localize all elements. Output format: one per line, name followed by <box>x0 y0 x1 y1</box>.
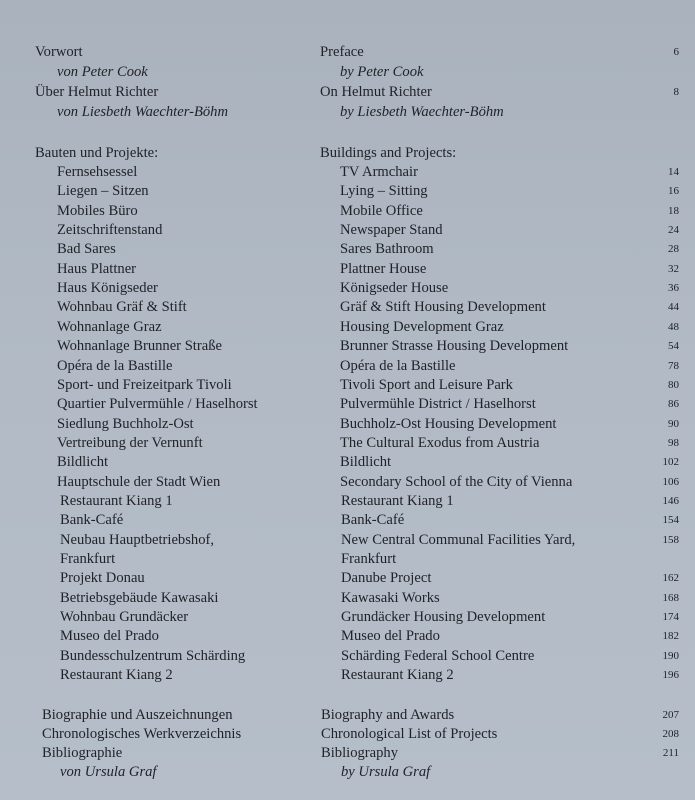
toc-title-de: Bundesschulzentrum Schärding <box>60 647 246 664</box>
toc-title-de: Mobiles Büro <box>57 202 138 219</box>
toc-title-en: Preface <box>320 44 364 60</box>
toc-title-de: Haus Königseder <box>57 280 158 297</box>
toc-row <box>0 491 695 511</box>
toc-row <box>0 181 695 201</box>
toc-title-en: Chronological List of Projects <box>321 726 498 742</box>
toc-row <box>0 568 695 588</box>
toc-title-en: Opéra de la Bastille <box>340 357 456 374</box>
toc-title-en: Mobile Office <box>340 202 423 219</box>
toc-page-number: 6 <box>673 46 679 58</box>
toc-title-de: Bank-Café <box>60 512 124 529</box>
toc-title-en: The Cultural Exodus from Austria <box>340 434 540 451</box>
toc-page-number: 154 <box>662 514 679 527</box>
toc-title-en: by Ursula Graf <box>341 764 431 780</box>
toc-title-en: Housing Development Graz <box>340 318 504 335</box>
toc-page-number: 80 <box>668 378 679 391</box>
toc-title-de: Frankfurt <box>60 551 116 567</box>
toc-title-de: Neubau Hauptbetriebshof, <box>60 531 214 548</box>
toc-title-de: Haus Plattner <box>57 260 137 277</box>
toc-title-de: Restaurant Kiang 1 <box>60 492 173 509</box>
toc-title-de: Sport- und Freizeitpark Tivoli <box>57 376 232 393</box>
toc-page-number: 208 <box>662 728 679 740</box>
toc-title-de: Opéra de la Bastille <box>57 357 173 374</box>
toc-title-de: Wohnbau Gräf & Stift <box>57 299 187 316</box>
toc-title-de: von Peter Cook <box>57 64 148 80</box>
toc-row <box>0 375 695 395</box>
toc-row <box>0 62 695 82</box>
toc-page-number: 90 <box>668 417 679 430</box>
toc-title-de: Restaurant Kiang 2 <box>60 667 173 684</box>
toc-row <box>0 762 695 782</box>
toc-title-en: Bank-Café <box>341 512 405 529</box>
toc-title-de: von Ursula Graf <box>60 764 157 780</box>
toc-row <box>0 530 695 550</box>
toc-title-de: Wohnanlage Brunner Straße <box>57 338 222 355</box>
toc-row <box>0 646 695 666</box>
toc-page-number: 168 <box>662 591 679 604</box>
toc-row <box>0 665 695 685</box>
toc-row <box>0 239 695 259</box>
toc-title-en: by Liesbeth Waechter-Böhm <box>340 104 504 120</box>
toc-page-number: 54 <box>668 340 679 353</box>
toc-page-number: 211 <box>662 747 679 759</box>
projects-heading-en: Buildings and Projects: <box>320 145 457 161</box>
toc-title-de: Chronologisches Werkverzeichnis <box>42 726 242 742</box>
toc-row <box>0 549 695 569</box>
toc-title-en: Plattner House <box>340 260 427 277</box>
toc-row <box>0 82 695 102</box>
toc-page-number: 102 <box>662 456 679 469</box>
toc-title-de: Betriebsgebäude Kawasaki <box>60 589 219 606</box>
toc-page-number: 86 <box>668 398 679 411</box>
toc-page-number: 78 <box>668 359 679 372</box>
toc-title-de: Quartier Pulvermühle / Haselhorst <box>57 396 258 413</box>
toc-title-en: Grundäcker Housing Development <box>341 609 546 626</box>
toc-page-number: 174 <box>662 611 679 624</box>
toc-title-en: Biography and Awards <box>321 707 455 723</box>
projects-heading-row <box>0 143 695 163</box>
toc-row <box>0 356 695 376</box>
toc-title-en: Restaurant Kiang 1 <box>341 492 454 509</box>
toc-title-de: Bad Sares <box>57 241 116 258</box>
toc-row <box>0 626 695 646</box>
toc-title-en: Tivoli Sport and Leisure Park <box>340 376 513 393</box>
toc-page-number: 106 <box>662 475 679 488</box>
toc-page-number: 44 <box>668 301 679 314</box>
toc-title-de: Projekt Donau <box>60 570 145 587</box>
toc-row <box>0 452 695 472</box>
toc-page-number: 162 <box>662 572 679 585</box>
toc-page-number: 190 <box>662 649 679 662</box>
toc-title-de: Wohnbau Grundäcker <box>60 609 189 626</box>
toc-title-en: Lying – Sitting <box>340 183 428 200</box>
toc-title-de: Über Helmut Richter <box>35 84 159 100</box>
toc-row <box>0 317 695 337</box>
toc-page-number: 98 <box>668 436 679 449</box>
toc-row <box>0 607 695 627</box>
toc-page-number: 14 <box>668 166 679 178</box>
toc-row <box>0 162 695 182</box>
toc-page-number: 196 <box>662 669 679 682</box>
toc-row <box>0 336 695 356</box>
toc-page-number: 182 <box>662 630 679 643</box>
toc-title-de: Zeitschriftenstand <box>57 222 163 239</box>
toc-title-de: Museo del Prado <box>60 628 159 645</box>
toc-title-de: Hauptschule der Stadt Wien <box>57 473 221 490</box>
toc-title-en: TV Armchair <box>340 164 418 180</box>
toc-title-en: On Helmut Richter <box>320 84 432 100</box>
toc-row <box>0 102 695 122</box>
toc-title-en: Restaurant Kiang 2 <box>341 667 454 684</box>
toc-row <box>0 297 695 317</box>
toc-title-en: Königseder House <box>340 280 449 297</box>
toc-title-en: Buchholz-Ost Housing Development <box>340 415 557 432</box>
toc-row <box>0 220 695 240</box>
toc-title-en: Kawasaki Works <box>341 589 440 606</box>
toc-row <box>0 705 695 725</box>
toc-page-number: 16 <box>668 185 679 198</box>
toc-title-en: by Peter Cook <box>340 64 424 80</box>
toc-title-de: Siedlung Buchholz-Ost <box>57 415 194 432</box>
toc-page-number: 207 <box>662 709 679 721</box>
toc-row <box>0 724 695 744</box>
toc-row <box>0 201 695 221</box>
toc-title-en: Museo del Prado <box>341 628 440 645</box>
toc-row <box>0 414 695 434</box>
toc-title-en: New Central Communal Facilities Yard, <box>341 531 576 548</box>
toc-page-number: 18 <box>668 204 679 217</box>
toc-title-de: Vorwort <box>35 44 83 60</box>
toc-title-en: Sares Bathroom <box>340 241 434 258</box>
toc-title-de: Wohnanlage Graz <box>57 318 162 335</box>
projects-heading-de: Bauten und Projekte: <box>35 145 159 161</box>
toc-title-de: Fernsehsessel <box>57 164 138 180</box>
toc-row <box>0 433 695 453</box>
toc-title-de: Bibliographie <box>42 745 123 761</box>
toc-title-de: von Liesbeth Waechter-Böhm <box>57 104 229 120</box>
toc-row <box>0 743 695 763</box>
toc-title-en: Danube Project <box>341 570 432 587</box>
toc-page-number: 36 <box>668 282 679 295</box>
toc-row <box>0 588 695 608</box>
toc-row <box>0 278 695 298</box>
toc-page-number: 158 <box>662 533 679 546</box>
toc-title-en: Newspaper Stand <box>340 222 443 239</box>
toc-title-de: Bildlicht <box>57 454 109 471</box>
toc-title-en: Brunner Strasse Housing Development <box>340 338 569 355</box>
toc-row <box>0 259 695 279</box>
toc-page-number: 8 <box>673 86 679 98</box>
toc-title-de: Liegen – Sitzen <box>57 183 149 200</box>
toc-page-number: 28 <box>668 243 679 256</box>
toc-page-number: 48 <box>668 320 679 333</box>
toc-page-number: 24 <box>668 224 679 237</box>
toc-title-en: Secondary School of the City of Vienna <box>340 473 573 490</box>
toc-title-en: Pulvermühle District / Haselhorst <box>340 396 536 413</box>
toc-row <box>0 42 695 62</box>
toc-title-de: Biographie und Auszeichnungen <box>42 707 233 723</box>
toc-row <box>0 510 695 530</box>
toc-title-en: Schärding Federal School Centre <box>341 647 535 664</box>
toc-title-en: Bibliography <box>321 745 399 761</box>
toc-row <box>0 394 695 414</box>
toc-page-number: 146 <box>662 494 679 507</box>
toc-row <box>0 472 695 492</box>
toc-title-en: Gräf & Stift Housing Development <box>340 299 546 316</box>
toc-title-de: Vertreibung der Vernunft <box>57 434 203 451</box>
toc-title-en: Bildlicht <box>340 454 392 471</box>
toc-page-number: 32 <box>668 262 679 275</box>
toc-title-en: Frankfurt <box>341 551 397 567</box>
